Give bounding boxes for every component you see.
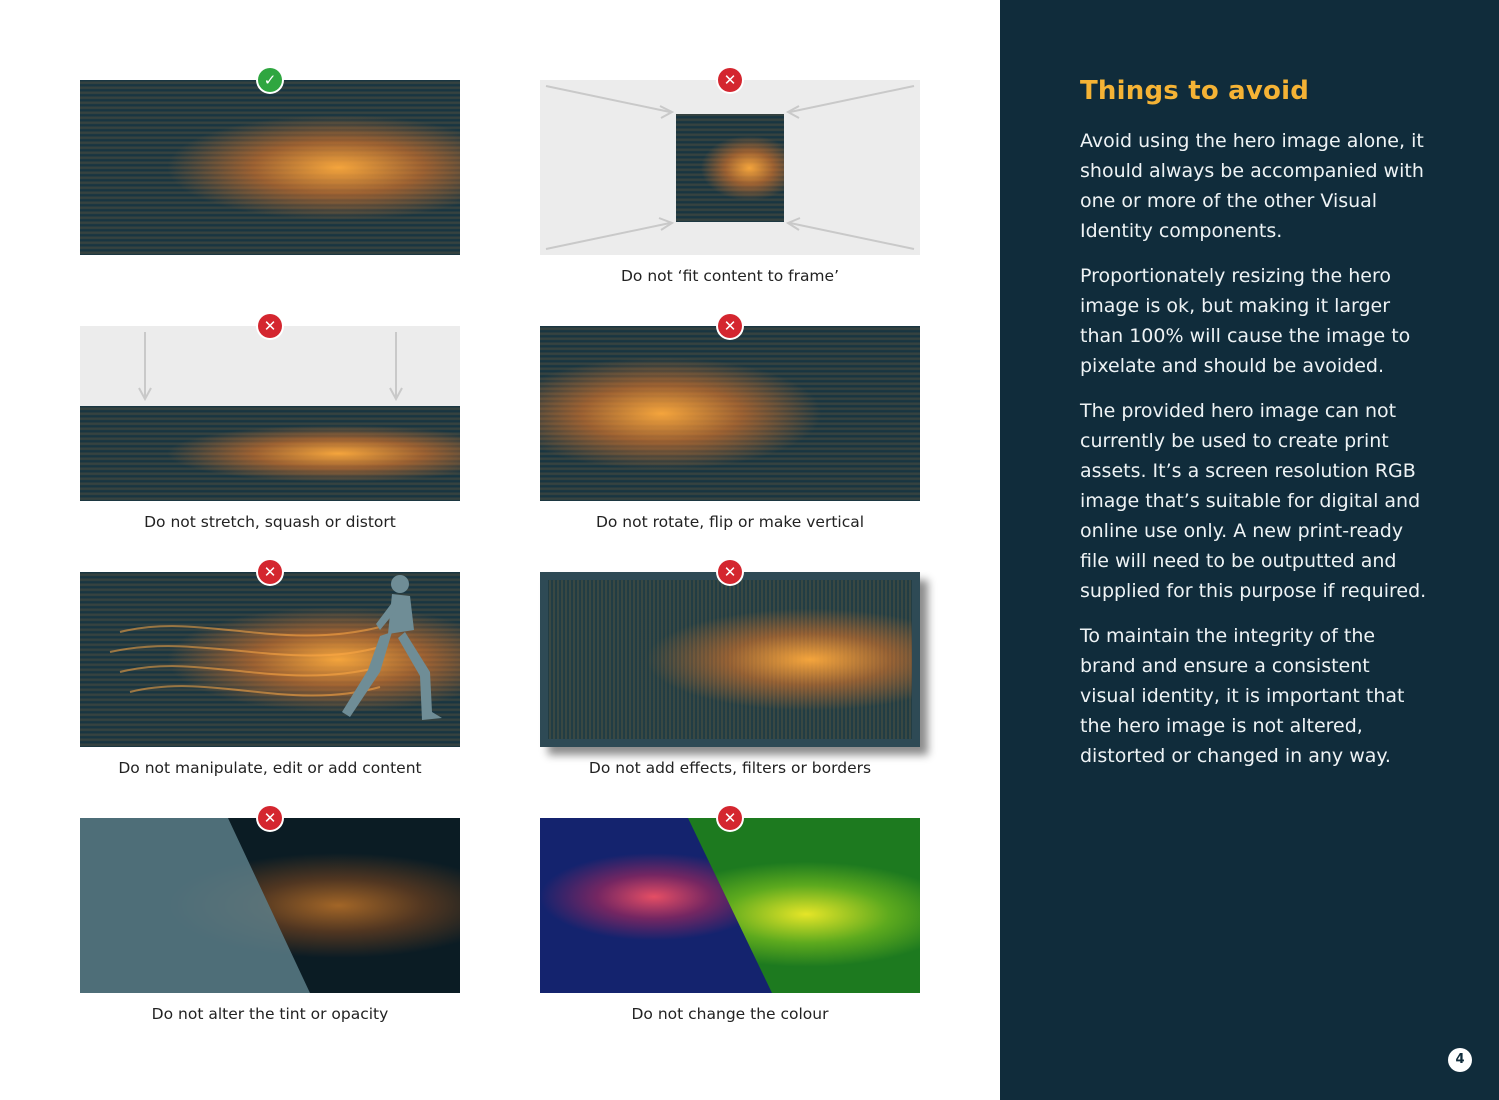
paragraph-2: Proportionately resizing the hero image is ok, but making it larger than 100% will cause the image to pixelate and should be avoided.: [1080, 265, 1411, 377]
cross-icon: ✕: [258, 560, 282, 584]
caption-manipulate: Do not manipulate, edit or add content: [118, 759, 422, 777]
blue-overlay: [540, 818, 920, 993]
caption-colour: Do not change the colour: [631, 1005, 829, 1023]
tint-overlay: [80, 818, 460, 993]
check-icon: ✓: [258, 68, 282, 92]
info-panel: [1000, 0, 1499, 1100]
hero-image-edited: [80, 572, 460, 747]
hero-image-with-effects: [540, 572, 920, 747]
hero-image-recoloured: [540, 818, 920, 993]
cross-icon: ✕: [258, 314, 282, 338]
paragraph-4: To maintain the integrity of the brand and ensure a consistent visual identity, it is important that the hero image is not altered, distorted or changed in any way.: [1080, 625, 1405, 767]
caption-effects: Do not add effects, filters or borders: [588, 759, 872, 777]
hero-image-flipped: [540, 326, 920, 501]
hero-image-tinted: [80, 818, 460, 993]
hero-image-fit-to-frame: [540, 80, 920, 255]
bevel-frame: [540, 572, 920, 747]
hero-image-squashed: [80, 326, 460, 501]
caption-tint: Do not alter the tint or opacity: [151, 1005, 389, 1023]
panel-body: [1080, 126, 1430, 786]
cross-icon: ✕: [718, 68, 742, 92]
cross-icon: ✕: [718, 314, 742, 338]
caption-fit-to-frame: Do not ‘fit content to frame’: [621, 267, 839, 285]
hero-image-inner: [548, 580, 912, 739]
down-arrows-icon: [80, 326, 460, 406]
caption-rotate: Do not rotate, flip or make vertical: [595, 513, 865, 531]
cross-icon: ✕: [718, 806, 742, 830]
caption-stretch: Do not stretch, squash or distort: [144, 513, 396, 531]
paragraph-1: Avoid using the hero image alone, it should always be accompanied with one or more of the other Visual Identity components.: [1080, 130, 1424, 242]
cross-icon: ✕: [258, 806, 282, 830]
panel-title: Things to avoid: [1080, 76, 1310, 106]
runner-figure: [80, 572, 460, 747]
hero-image-squashed-strip: [80, 406, 460, 501]
paragraph-3: The provided hero image can not currently be used to create print assets. It’s a screen resolution RGB image that’s suitable for digital and online use only. A new print-ready file will need to be outputted and supplied for this purpose if required.: [1080, 400, 1427, 602]
hero-image-small: [676, 114, 784, 222]
hero-image-correct: [80, 80, 460, 255]
page-number: 4: [1448, 1048, 1472, 1072]
cross-icon: ✕: [718, 560, 742, 584]
